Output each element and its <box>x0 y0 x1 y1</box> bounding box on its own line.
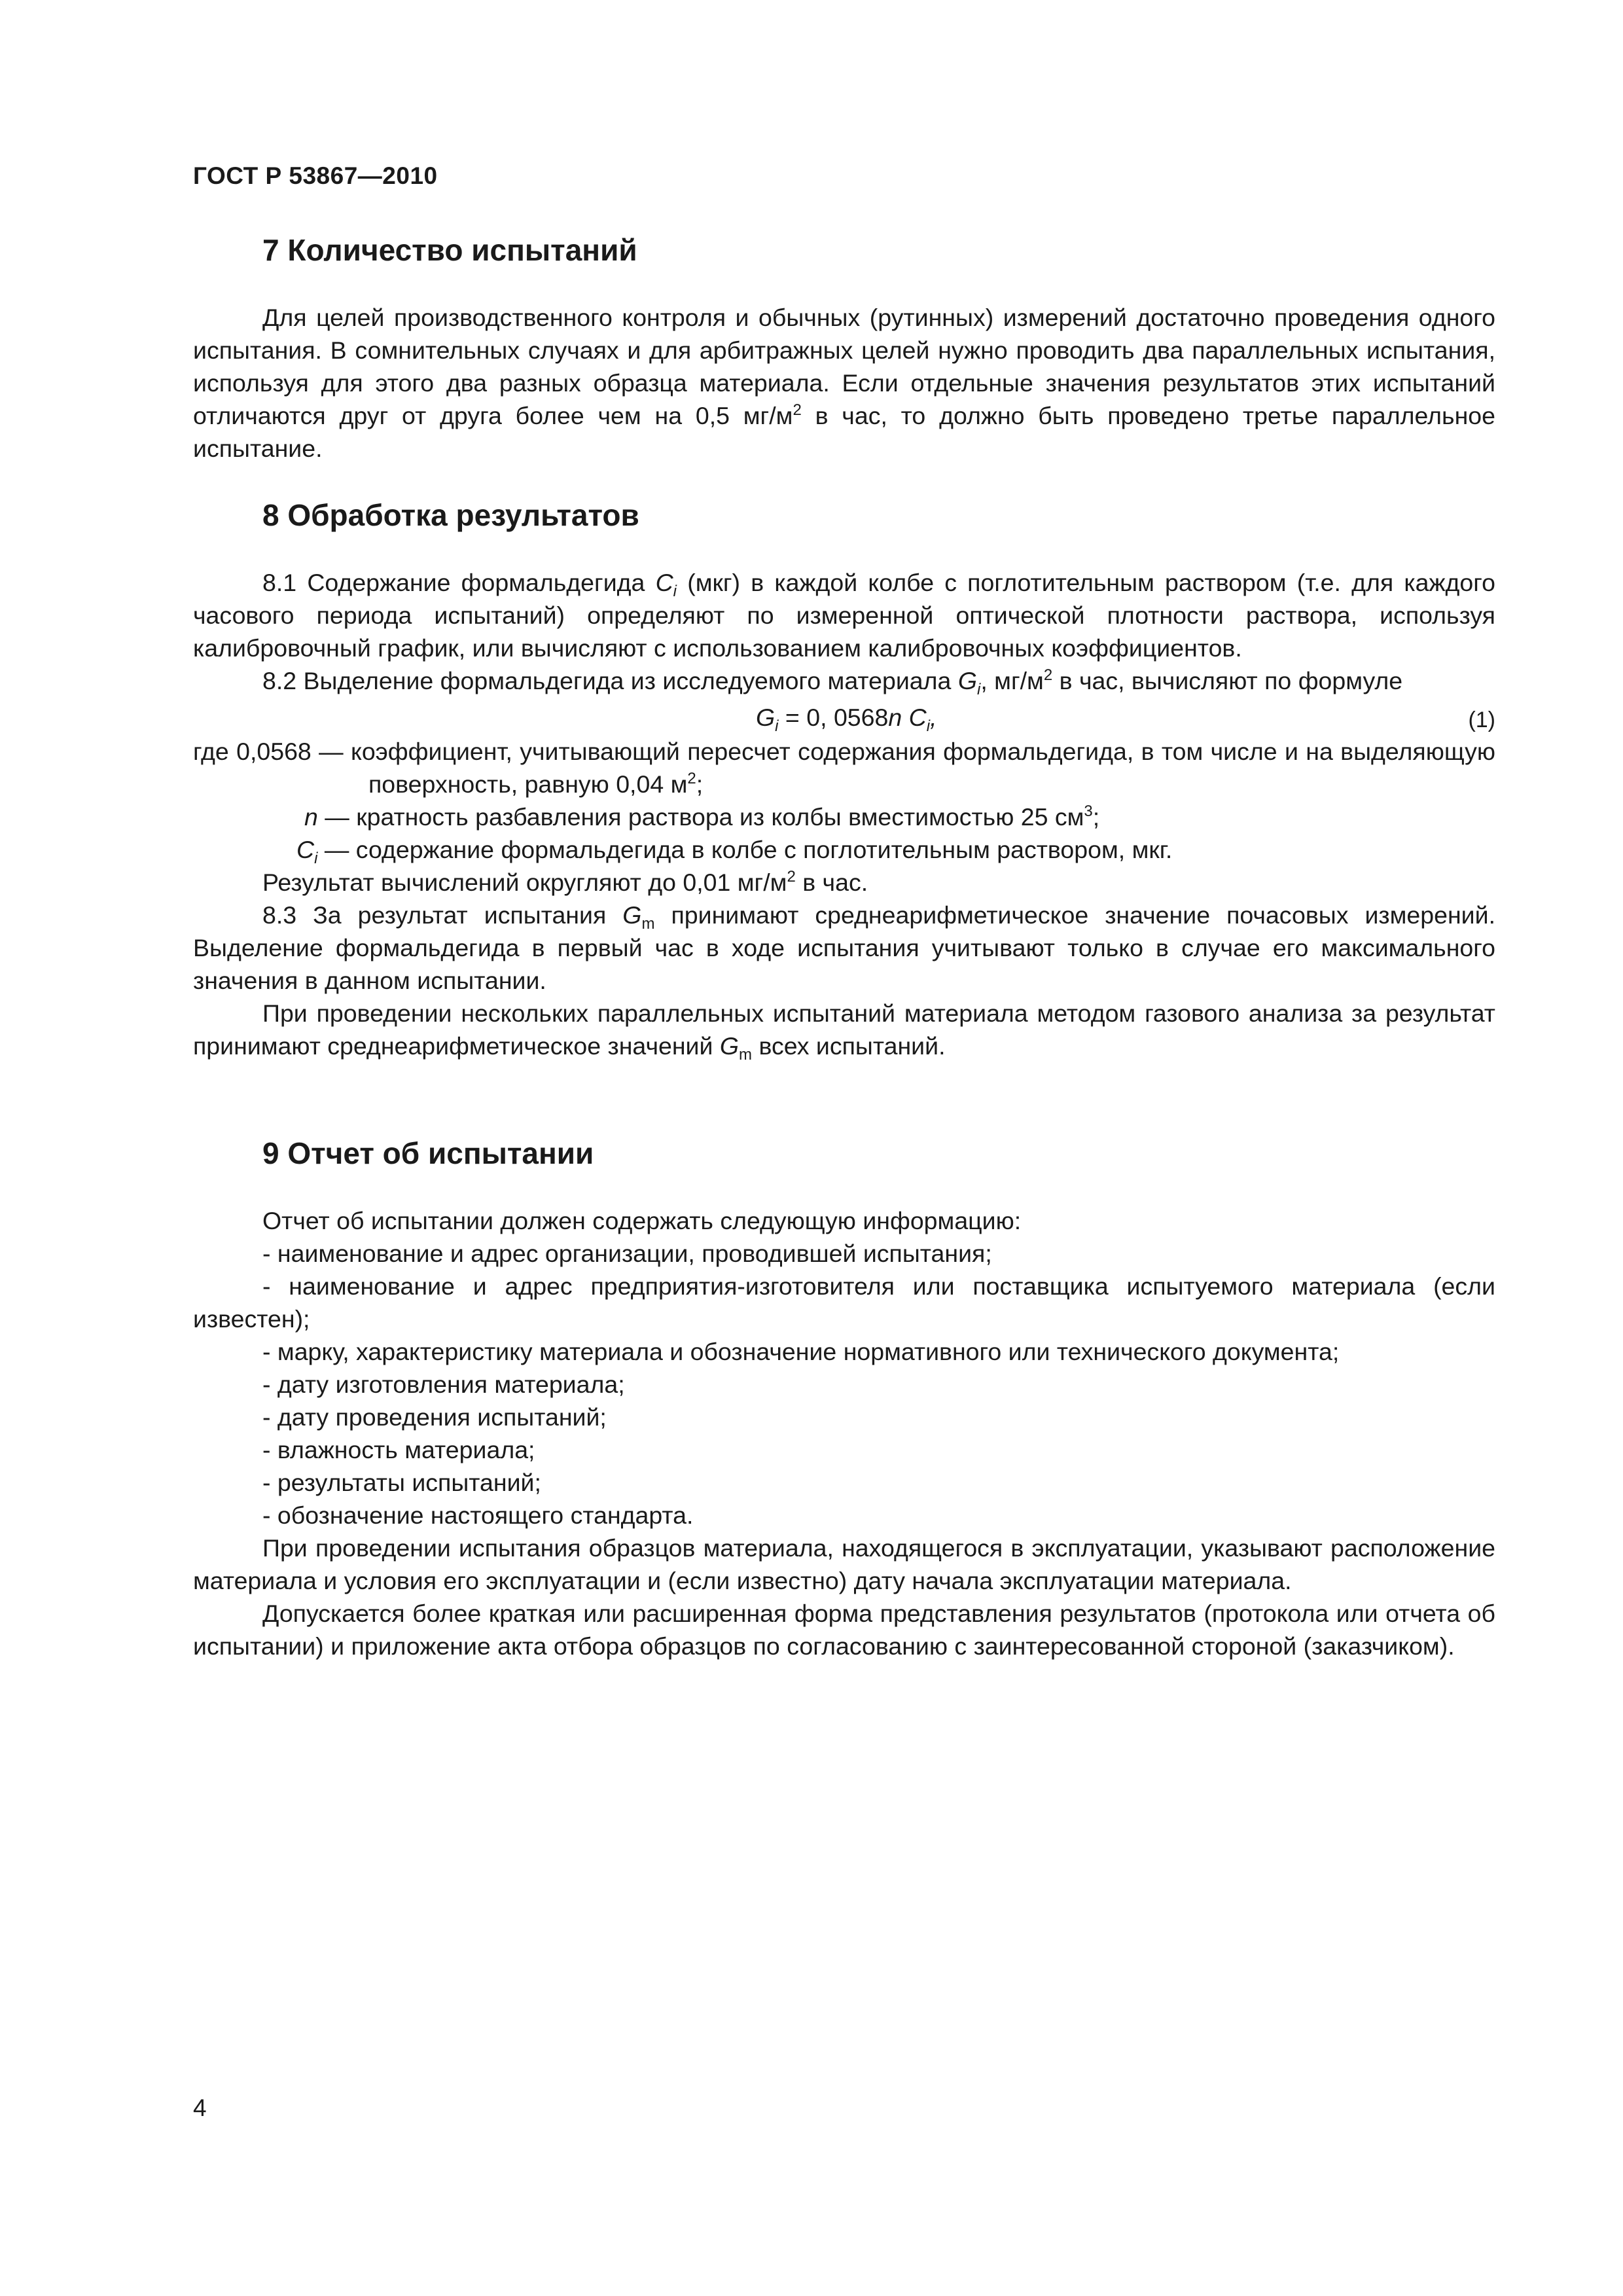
variable-g: G <box>622 901 642 929</box>
section-9-title: 9 Отчет об испытании <box>262 1136 594 1170</box>
paragraph-8-4-text: При проведении нескольких параллельных испытаний материала методом газового анализа за результат принимают среднеарифметическое значений <box>193 999 1495 1060</box>
unit-text: , мг/м <box>980 667 1044 694</box>
paragraph-8-3 <box>193 899 1495 997</box>
definition-text: коэффициент, учитывающий пересчет содержания формальдегида, в том числе и на выделяющую поверхность, равную 0,04 м <box>343 738 1495 798</box>
variable-g: G <box>957 667 977 694</box>
formula-coefficient: = 0, 0568 <box>778 704 889 731</box>
paragraph-8-2-text: 8.2 Выделение формальдегида из исследуемого материала <box>262 667 958 694</box>
superscript: 3 <box>1084 802 1093 820</box>
superscript: 2 <box>687 770 696 787</box>
section-7-paragraph <box>193 301 1495 465</box>
variable-c: C <box>296 836 315 863</box>
paragraph-8-3-text-rest: принимают среднеарифметическое значение почасовых измерений. Выделение формальдегида в первый час в ходе испытания учитывают только в случае его максимального значения в данном испытании. <box>193 901 1495 994</box>
report-list-item: - результаты испытаний; <box>262 1469 541 1496</box>
superscript: 2 <box>787 868 796 886</box>
document-page <box>193 0 1495 2296</box>
section-9-body <box>193 1204 1495 1662</box>
superscript: 2 <box>1043 666 1053 684</box>
definition-coefficient <box>193 735 1495 800</box>
section-7-title: 7 Количество испытаний <box>262 233 637 267</box>
paragraph-8-3-text: 8.3 За результат испытания <box>262 901 623 929</box>
formula-n: n <box>888 704 902 731</box>
punctuation: ; <box>1092 803 1100 831</box>
report-intro: Отчет об испытании должен содержать следующую информацию: <box>262 1207 1022 1234</box>
paragraph-8-1-text: 8.1 Содержание формальдегида <box>262 569 656 596</box>
formula-g: G <box>756 704 776 731</box>
superscript: 2 <box>793 401 802 419</box>
definition-text: — содержание формальдегида в колбе с поглотительным раствором, мкг. <box>317 836 1173 863</box>
punctuation: ; <box>696 770 704 798</box>
variable-c: C <box>655 569 673 596</box>
subscript-i: i <box>314 850 318 867</box>
paragraph-8-4-text-rest: всех испытаний. <box>752 1032 946 1060</box>
definition-term: где 0,0568 — <box>193 738 344 765</box>
subscript-i: i <box>976 681 981 698</box>
rounding-text: Результат вычислений округляют до 0,01 мг/м <box>262 869 787 896</box>
report-list-item: - обозначение настоящего стандарта. <box>262 1501 694 1529</box>
report-list-item: - дату проведения испытаний; <box>262 1403 607 1431</box>
variable-g: G <box>719 1032 740 1060</box>
subscript-i: i <box>673 583 677 600</box>
rounding-text-end: в час. <box>795 869 868 896</box>
definition-c <box>193 833 1495 866</box>
document-code-header: ГОСТ Р 53867—2010 <box>193 162 438 189</box>
report-list-item: - наименование и адрес организации, проводившей испытания; <box>262 1240 992 1267</box>
form-paragraph: Допускается более краткая или расширенная форма представления результатов (протокола или отчета об испытании) и приложение акта отбора образцов по согласованию с заинтересованной стороной (заказчиком). <box>193 1600 1495 1660</box>
formula-comma: , <box>930 704 937 731</box>
formula-definitions <box>193 735 1495 899</box>
page-number: 4 <box>193 2094 207 2121</box>
paragraph-8-2-text-rest: в час, вычисляют по формуле <box>1052 667 1403 694</box>
paragraph-8-1-text-rest: (мкг) в каждой колбе с поглотительным раствором (т.е. для каждого часового периода испытаний) определяют по измеренной оптической плотности раствора, используя калибровочный график, или вычисляют с использованием калибровочных коэффициентов. <box>193 569 1495 662</box>
section-7-body <box>193 301 1495 465</box>
report-list-item: - марку, характеристику материала и обозначение нормативного или технического документа; <box>262 1338 1340 1365</box>
section-8-body <box>193 566 1495 1062</box>
definition-text: — кратность разбавления раствора из колбы вместимостью 25 см <box>317 803 1084 831</box>
paragraph-8-1 <box>193 566 1495 664</box>
operation-paragraph: При проведении испытания образцов материала, находящегося в эксплуатации, указывают расположение материала и условия его эксплуатации и (если известно) дату начала эксплуатации материала. <box>193 1534 1495 1594</box>
formula-expression <box>756 701 937 734</box>
section-7-text-tail: в час, то должно быть проведено третье параллельное испытание. <box>193 402 1495 462</box>
formula-subscript-i: i <box>775 717 779 735</box>
formula-1 <box>193 701 1495 735</box>
paragraph-8-4 <box>193 997 1495 1062</box>
formula-number: (1) <box>1468 708 1495 732</box>
report-list-item: - влажность материала; <box>262 1436 535 1463</box>
section-7-text: Для целей производственного контроля и обычных (рутинных) измерений достаточно проведения одного испытания. В сомнительных случаях и для арбитражных целей нужно проводить два параллельных испытания, используя для этого два разных образца материала. Если отдельные значения результатов этих испытаний отличаются друг от друга более чем на 0,5 мг/м <box>193 304 1495 429</box>
report-list-item: - дату изготовления материала; <box>262 1371 625 1398</box>
paragraph-8-2 <box>193 664 1495 697</box>
variable-n: n <box>304 803 318 831</box>
report-list-item: - наименование и адрес предприятия-изготовителя или поставщика испытуемого материала (если известен); <box>193 1272 1495 1333</box>
formula-subscript-i: i <box>926 717 931 735</box>
subscript-m: m <box>739 1046 753 1064</box>
definition-n <box>193 800 1495 833</box>
rounding-note <box>193 866 1495 899</box>
subscript-m: m <box>641 915 655 933</box>
formula-c: C <box>902 704 927 731</box>
section-8-title: 8 Обработка результатов <box>262 498 639 532</box>
